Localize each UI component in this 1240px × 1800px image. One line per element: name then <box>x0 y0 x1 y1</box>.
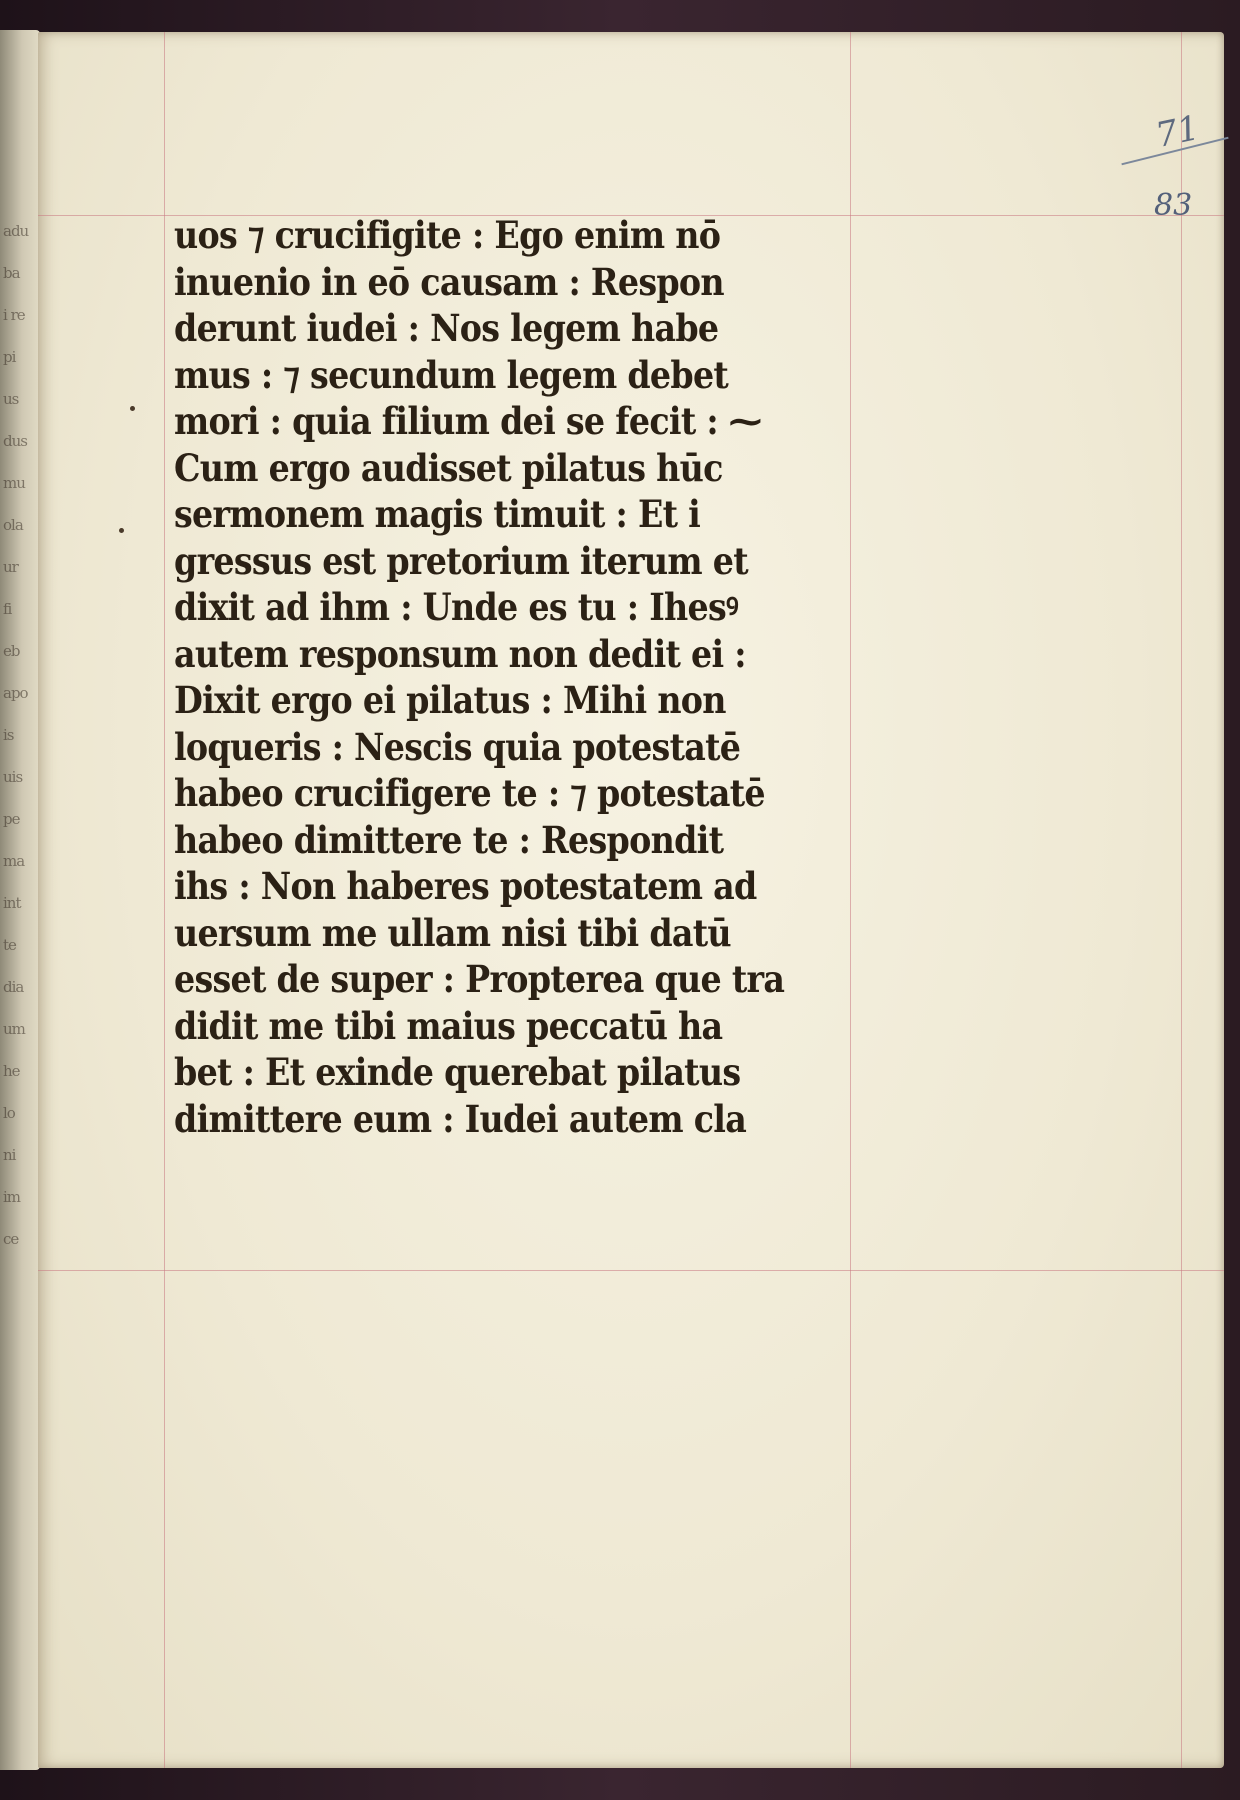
text-line: uos ⁊ crucifigite : Ego enim nō <box>174 213 721 257</box>
facing-page-edge <box>0 30 40 1770</box>
text-line: uersum me ullam nisi tibi datū <box>174 910 731 955</box>
facing-page-fragment: fi <box>3 600 12 618</box>
facing-page-text <box>3 210 31 1248</box>
folio-number: 83 <box>1154 188 1193 223</box>
facing-page-fragment: um <box>3 1020 25 1038</box>
text-line: ihs : Non haberes potestatem ad <box>174 864 757 908</box>
text-line: mus : ⁊ secundum legem debet <box>174 352 729 397</box>
facing-page-fragment: us <box>3 390 19 408</box>
facing-page-fragment: ola <box>3 516 23 534</box>
text-line: bet : Et exinde querebat pilatus <box>174 1050 741 1094</box>
text-line: Cum ergo audisset pilatus hūc <box>174 445 723 490</box>
facing-page-fragment: is <box>3 726 14 744</box>
text-line: derunt iudei : Nos legem habe <box>174 306 719 350</box>
facing-page-fragment: pi <box>3 348 16 366</box>
text-line: Dixit ergo ei pilatus : Mihi non <box>174 678 726 722</box>
facing-page-fragment: ma <box>3 852 25 870</box>
text-line: didit me tibi maius peccatū ha <box>174 1003 723 1048</box>
text-line: habeo crucifigere te : ⁊ potestatē <box>174 771 765 815</box>
ink-speck <box>119 528 124 533</box>
facing-page-fragment: adu <box>3 222 29 240</box>
text-line: loqueris : Nescis quia potestatē <box>174 724 741 769</box>
ruling-line-outer <box>1181 32 1182 1768</box>
facing-page-fragment: ba <box>3 264 20 282</box>
text-line: sermonem magis timuit : Et i <box>174 492 701 536</box>
text-line: habeo dimittere te : Respondit <box>174 817 724 862</box>
text-line: dixit ad ihm : Unde es tu : Ihesꝰ <box>174 585 739 629</box>
facing-page-fragment: pe <box>3 810 20 828</box>
facing-page-fragment: ur <box>3 558 18 576</box>
facing-page-fragment: ce <box>3 1230 19 1248</box>
text-line: dimittere eum : Iudei autem cla <box>174 1096 747 1141</box>
text-line: autem responsum non dedit ei : <box>174 631 746 676</box>
text-line: esset de super : Propterea que tra <box>174 957 785 1001</box>
facing-page-fragment: mu <box>3 474 25 492</box>
facing-page-fragment: i re <box>3 306 25 324</box>
facing-page-fragment: int <box>3 894 21 912</box>
facing-page-fragment: he <box>3 1062 20 1080</box>
facing-page-fragment: im <box>3 1188 21 1206</box>
facing-page-fragment: apo <box>3 684 28 702</box>
facing-page-fragment: eb <box>3 642 20 660</box>
facing-page-fragment: dia <box>3 978 24 996</box>
facing-page-fragment: ni <box>3 1146 16 1164</box>
manuscript-text-block <box>174 212 854 1142</box>
ruling-line-left <box>164 32 165 1768</box>
facing-page-fragment: lo <box>3 1104 15 1122</box>
facing-page-fragment: uis <box>3 768 23 786</box>
ink-speck <box>130 406 135 411</box>
text-line: inuenio in eō causam : Respon <box>174 259 724 304</box>
folio-mark: 71 <box>1152 107 1203 157</box>
text-line: gressus est pretorium iterum et <box>174 538 748 583</box>
facing-page-fragment: dus <box>3 432 27 450</box>
ruling-line-bottom <box>38 1270 1224 1271</box>
text-line: mori : quia filium dei se fecit : ⁓ <box>174 399 762 443</box>
facing-page-fragment: te <box>3 936 16 954</box>
